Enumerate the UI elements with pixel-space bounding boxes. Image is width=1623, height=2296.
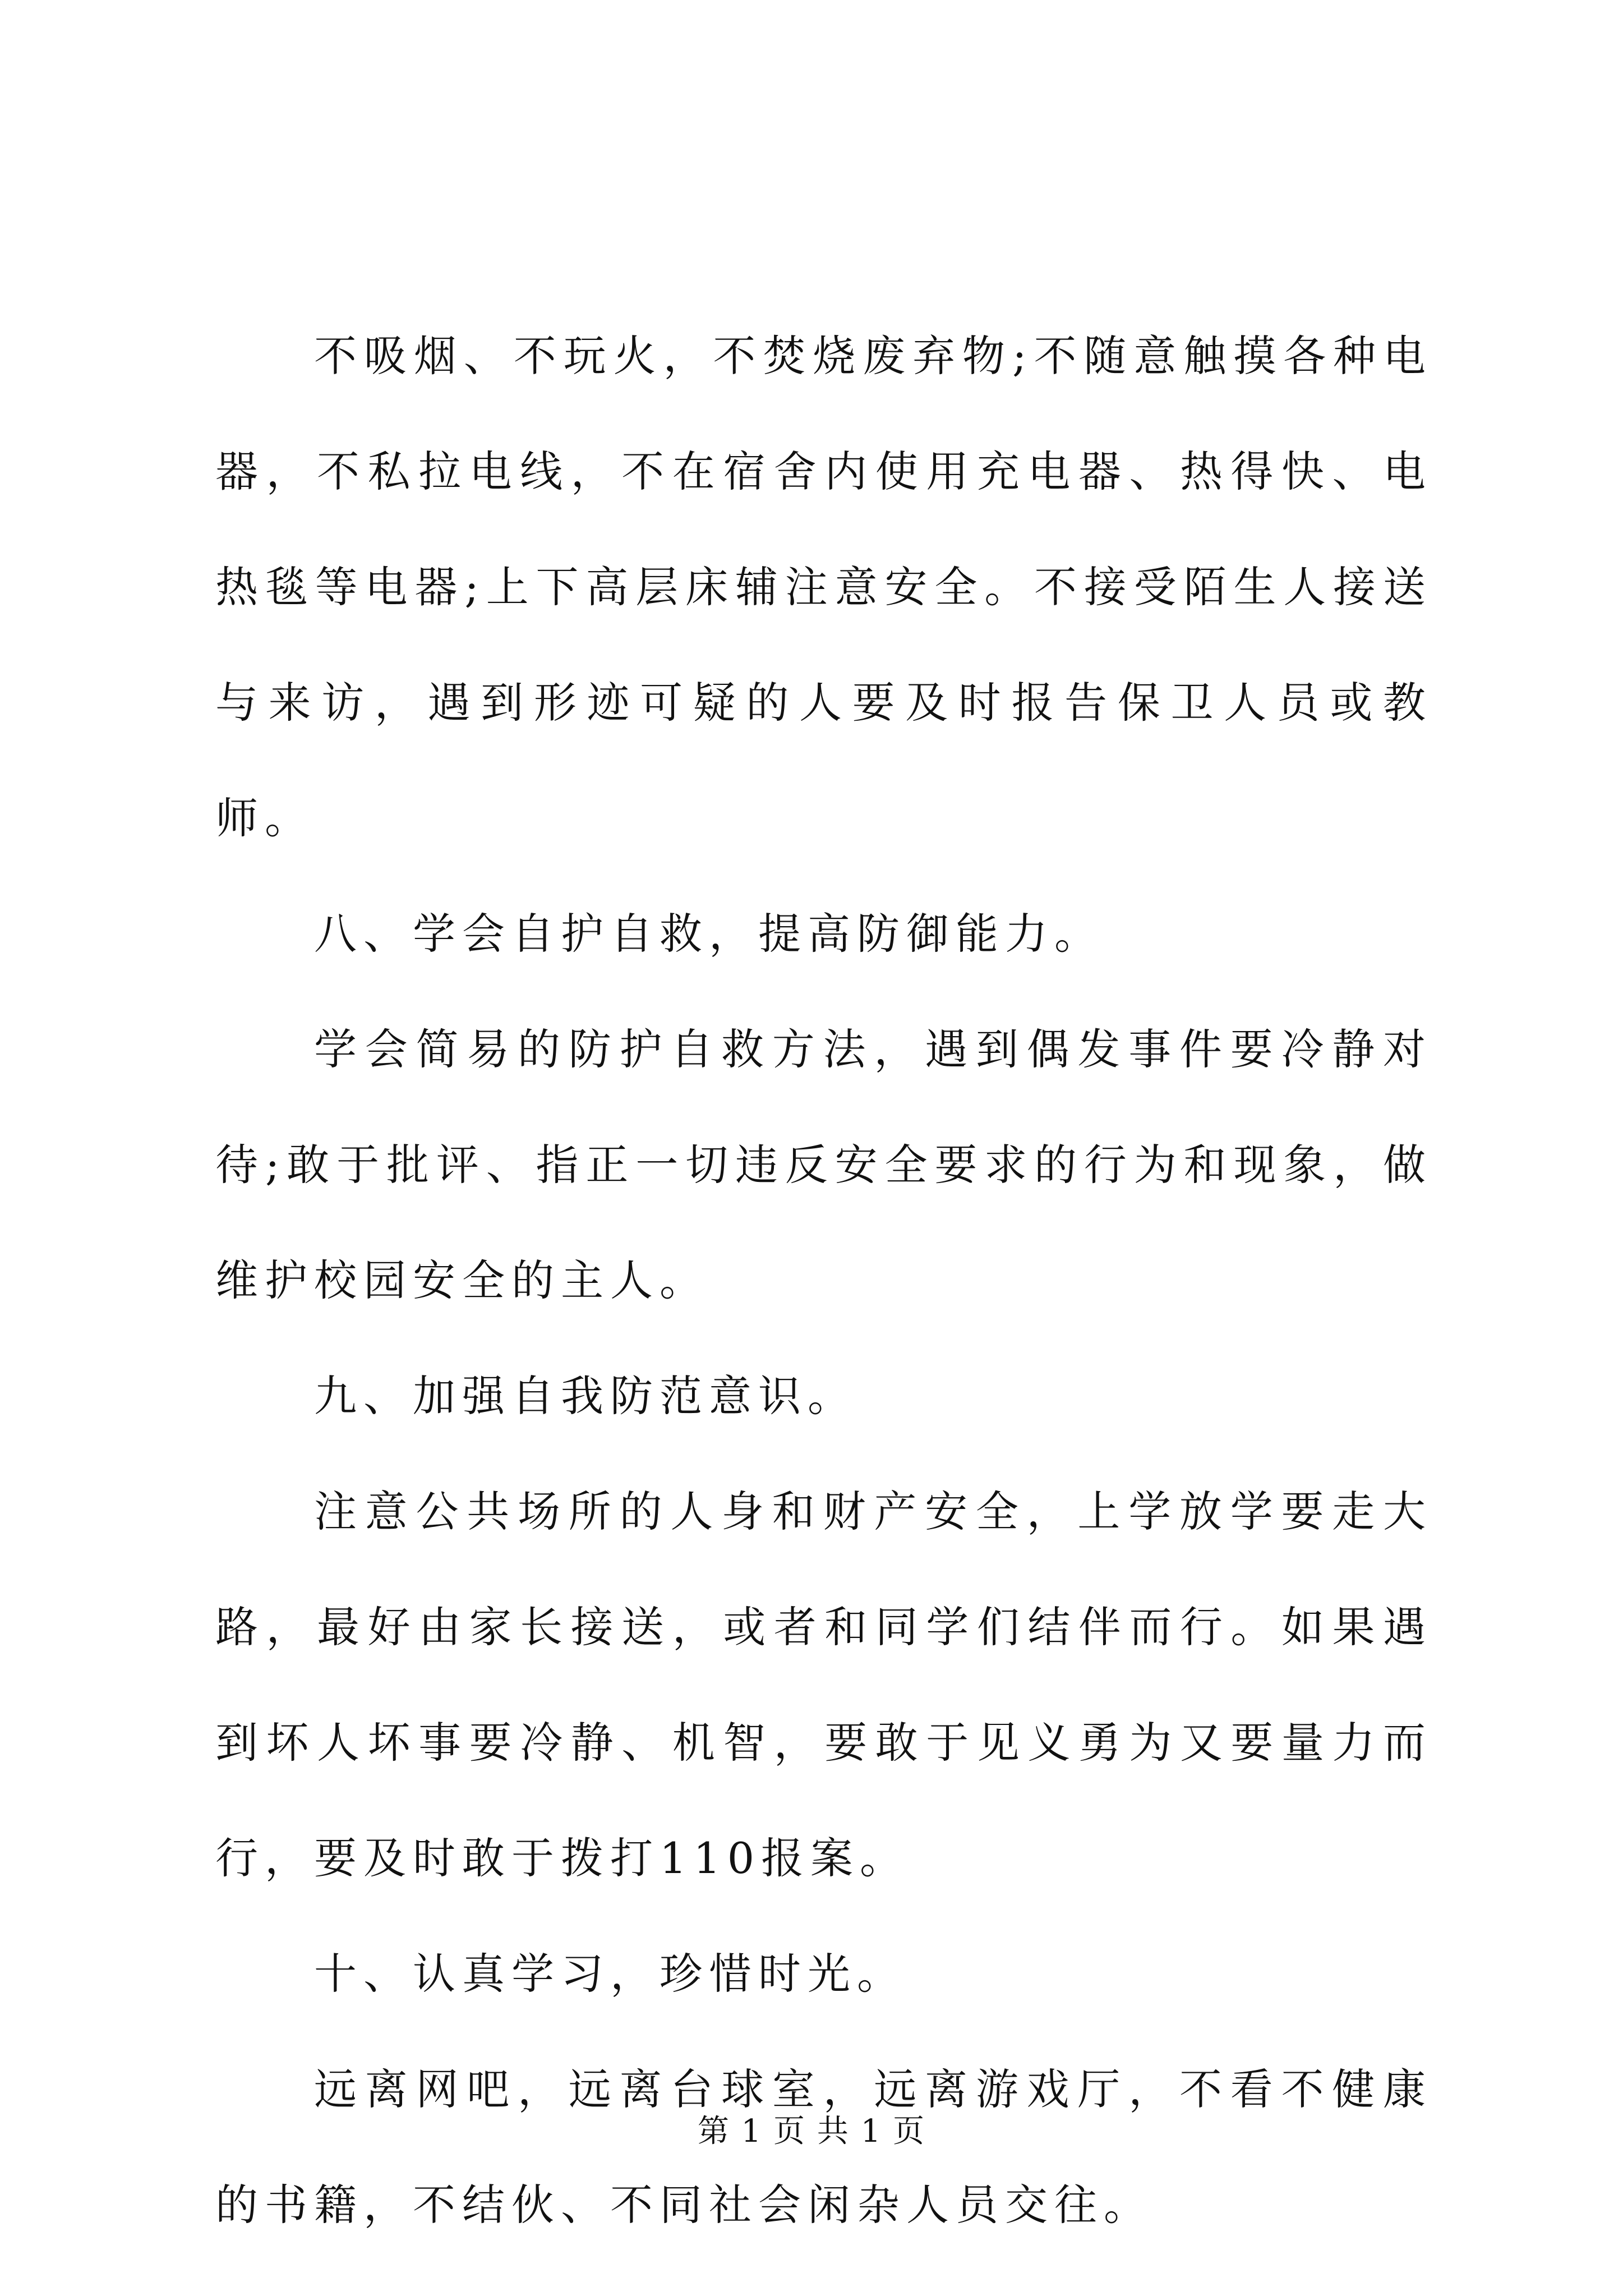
heading-section-10: 十、认真学习，珍惜时光。: [314, 1949, 906, 1999]
document-body: [215, 298, 1432, 2263]
page-number-footer: 第 1 页 共 1 页: [697, 2113, 926, 2150]
heading-section-8: 八、学会自护自救，提高防御能力。: [314, 909, 1104, 959]
paragraph-self-protection: 注意公共场所的人身和财产安全，上学放学要走大路，最好由家长接送，或者和同学们结伴而行。如果遇到坏人坏事要冷静、机智，要敢于见义勇为又要量力而行，要及时敢于拨打110报案。: [215, 1487, 1432, 1883]
heading-section-9: 九、加强自我防范意识。: [314, 1371, 857, 1421]
paragraph-self-rescue: 学会简易的防护自救方法，遇到偶发事件要冷静对待;敢于批评、指正一切违反安全要求的行为和现象，做维护校园安全的主人。: [215, 1024, 1432, 1305]
paragraph-study-habits: 远离网吧，远离台球室，远离游戏厅，不看不健康的书籍，不结伙、不同社会闲杂人员交往。: [215, 2064, 1432, 2230]
paragraph-fire-electric-safety: 不吸烟、不玩火，不焚烧废弃物;不随意触摸各种电器，不私拉电线，不在宿舍内使用充电器、热得快、电热毯等电器;上下高层床辅注意安全。不接受陌生人接送与来访，遇到形迹可疑的人要及时报告保卫人员或教师。: [215, 331, 1432, 843]
